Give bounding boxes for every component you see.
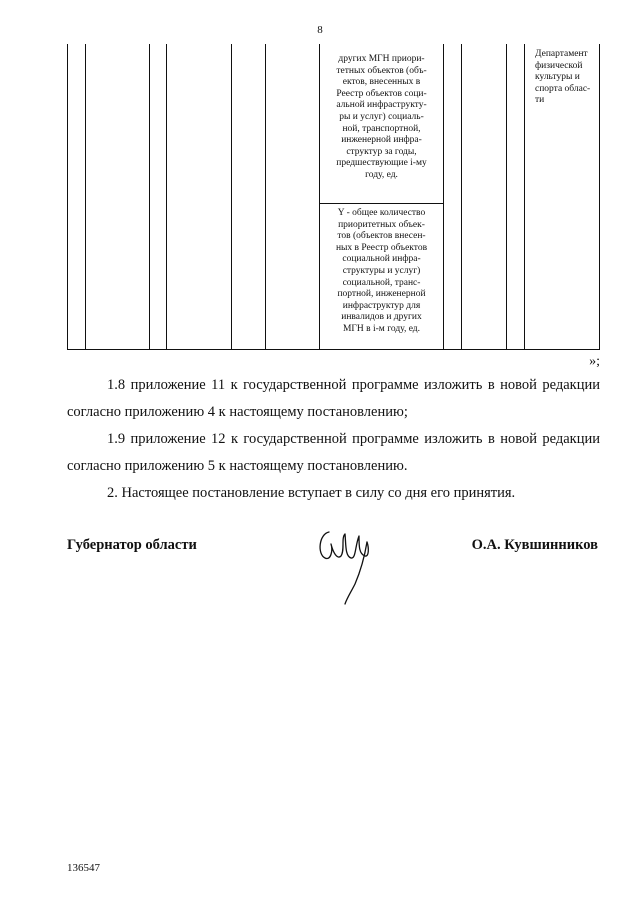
paragraph-text: 1.9 приложение 12 к государственной программе изложить в новой редакции согласно приложению 5 к настоящему постановлению. <box>67 431 600 474</box>
paragraph-1-9 <box>67 426 600 480</box>
signer-role: Губернатор области <box>67 537 197 553</box>
indicator-table <box>67 44 600 350</box>
document-code: 136547 <box>67 862 100 874</box>
table-column-divider <box>461 44 462 349</box>
paragraph-text: 2. Настоящее постановление вступает в силу со дня его принятия. <box>107 485 516 501</box>
page-number: 8 <box>317 24 323 36</box>
table-column-divider <box>166 44 167 349</box>
table-column-divider <box>85 44 86 349</box>
paragraph-1-8 <box>67 372 600 426</box>
table-column-divider <box>265 44 266 349</box>
signer-name: О.А. Кувшинников <box>471 537 598 553</box>
table-column-divider <box>524 44 525 349</box>
handwritten-signature <box>315 520 385 610</box>
responsible-executor: Департамент физической культуры и спорта облас- ти <box>535 49 591 106</box>
table-column-divider <box>149 44 150 349</box>
paragraph-text: 1.8 приложение 11 к государственной программе изложить в новой редакции согласно приложению 4 к настоящему постановлению; <box>67 377 600 420</box>
closing-quote: »; <box>589 354 600 369</box>
table-column-divider <box>443 44 444 349</box>
indicator-description-top: других МГН приори- тетных объектов (объ- ектов, внесенных в Реестр объектов соци- альной инфраструкту- ры и услуг) социаль- ной, транспортной, инженерной инфра- структур за годы, предшествующие i-му году, ед. <box>336 54 427 180</box>
paragraph-2 <box>67 480 600 507</box>
table-row-divider <box>319 203 443 204</box>
indicator-description-bottom: Y - общее количество приоритетных объек- тов (объектов внесен- ных в Реестр объектов социальной инфра- структуры и услуг) социальной, транс- портной, инженерной инфраструктур для инвалидов и других МГН в i-м году, ед. <box>335 208 428 334</box>
table-column-divider <box>506 44 507 349</box>
table-column-divider <box>231 44 232 349</box>
